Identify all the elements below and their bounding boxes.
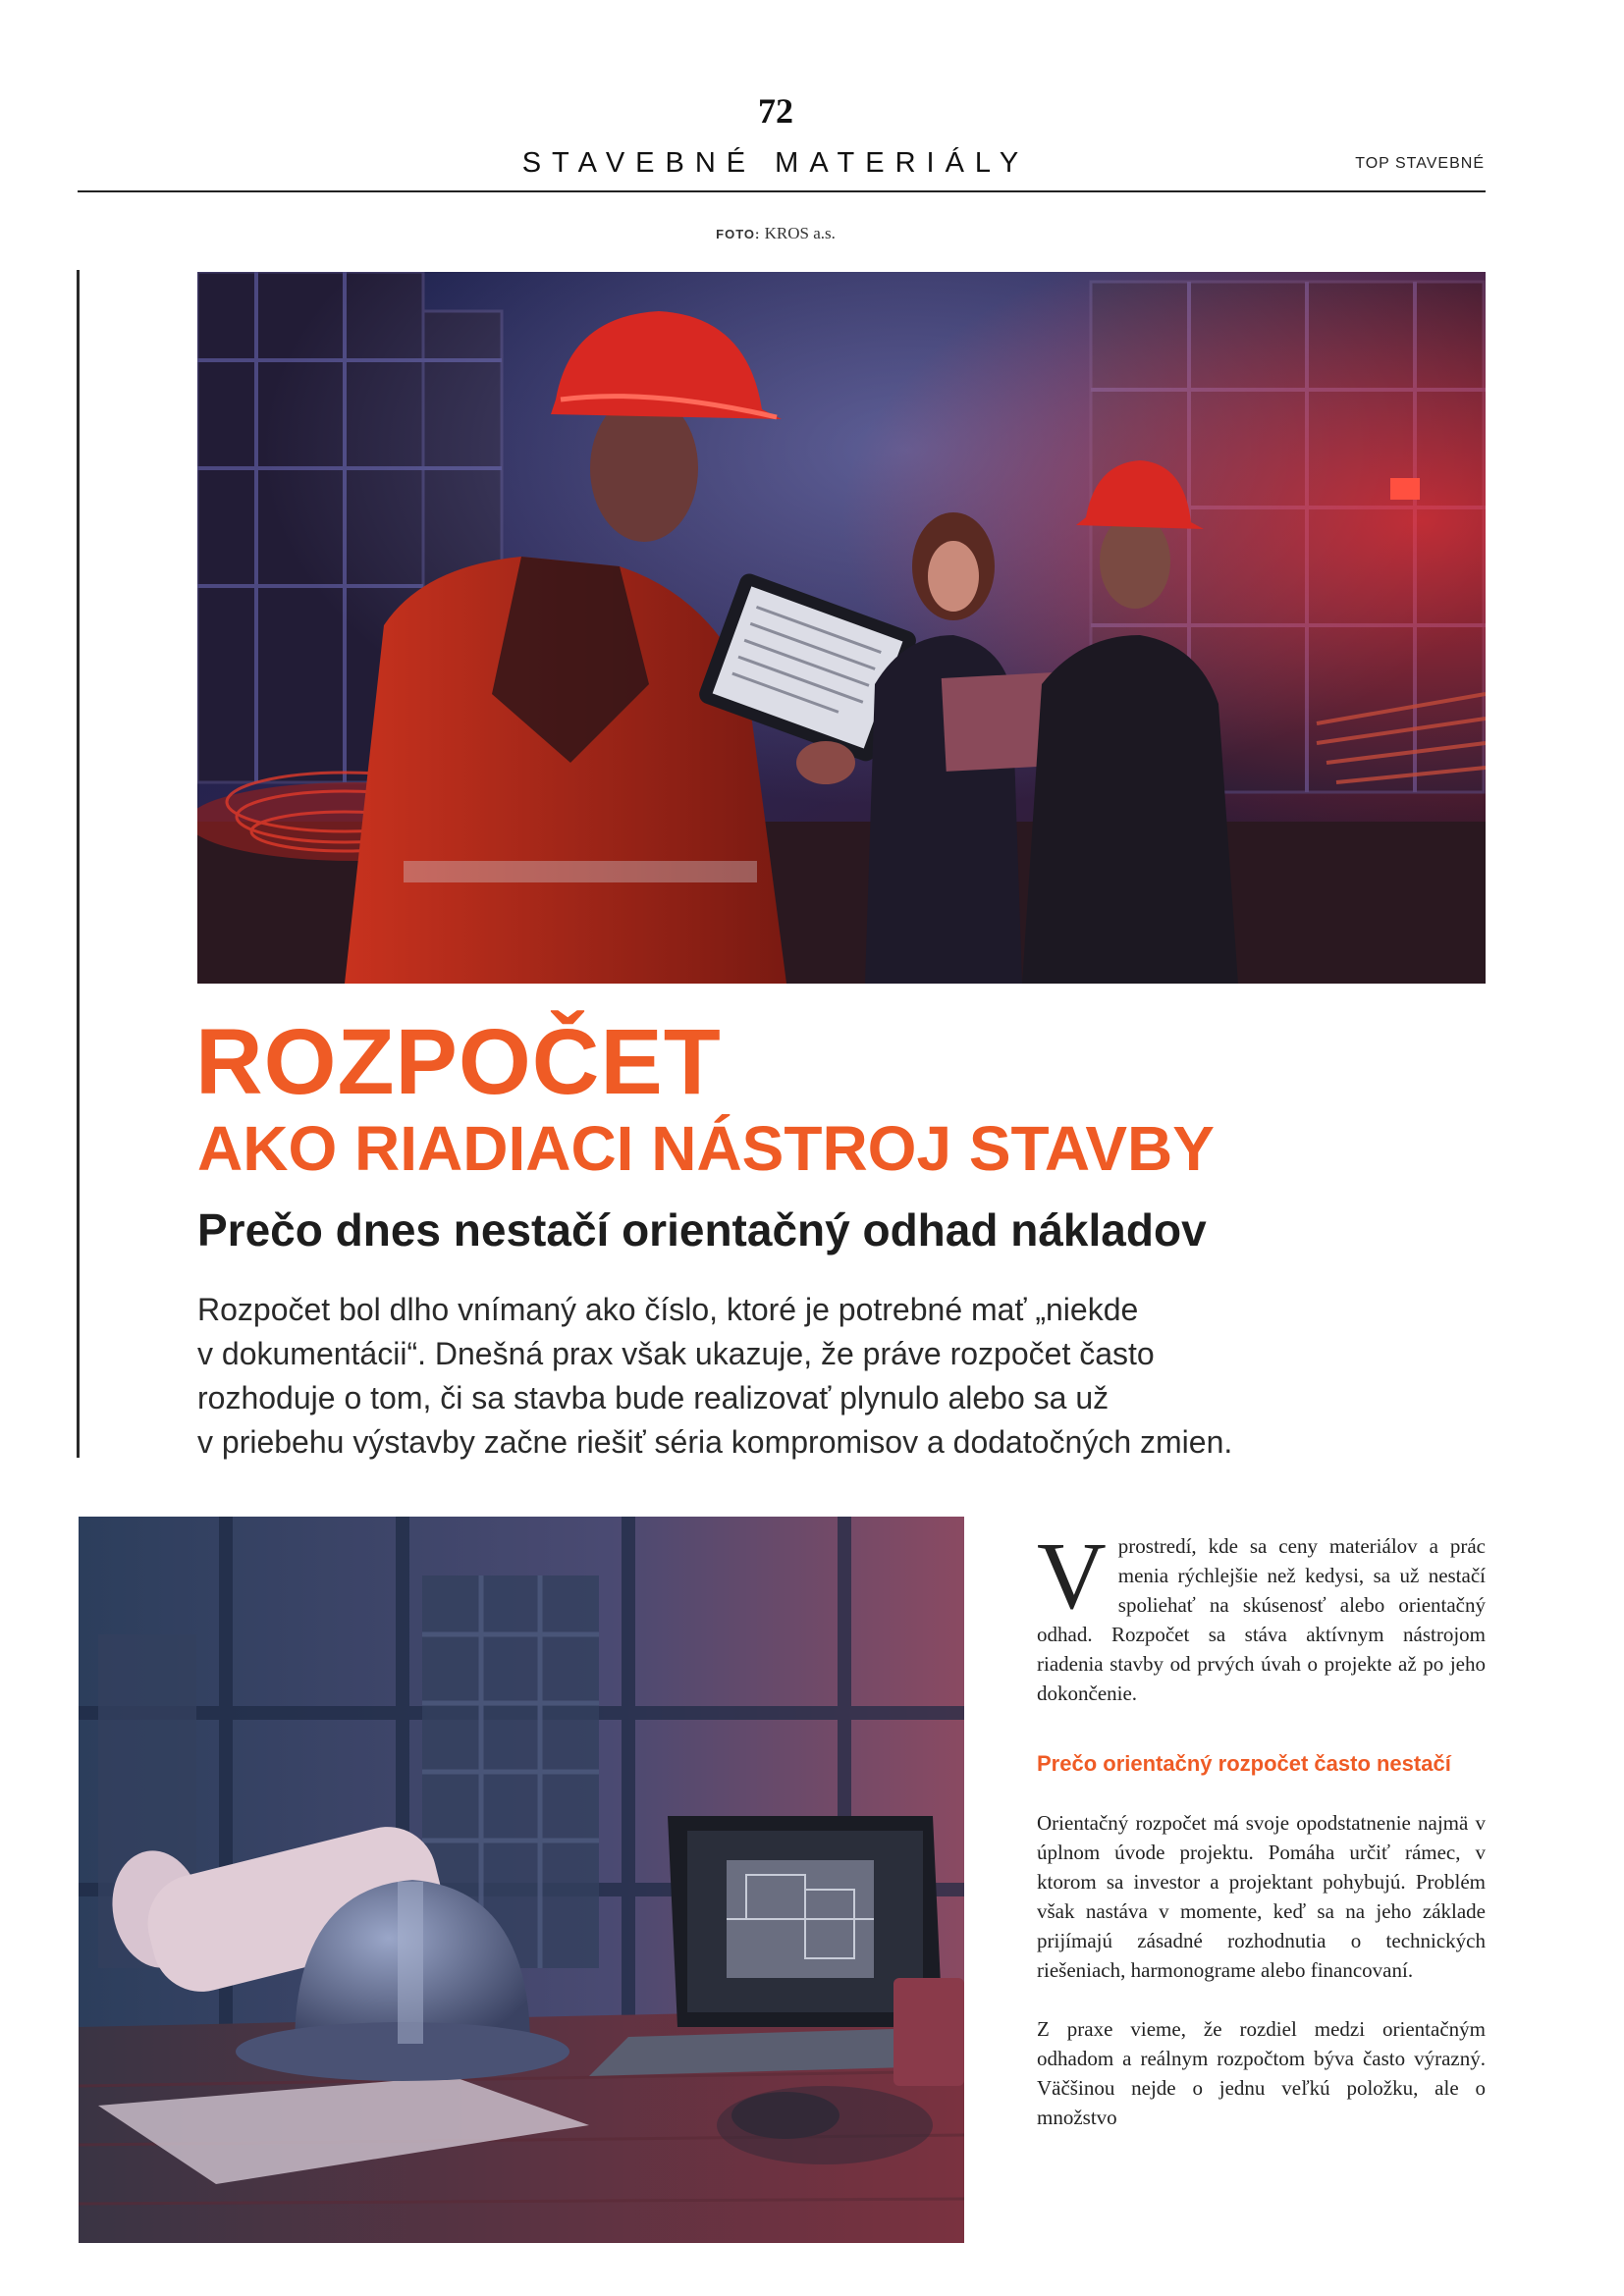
drop-cap: V <box>1037 1523 1107 1629</box>
photo-credit-label: FOTO: <box>716 227 761 241</box>
hero-photo <box>197 272 1486 984</box>
article-lead <box>197 1288 1486 1465</box>
header-tag: TOP STAVEBNÉ <box>1355 155 1485 172</box>
header-divider <box>78 190 1486 192</box>
article-title: ROZPOČET <box>195 1010 722 1114</box>
photo-credit <box>0 224 1551 243</box>
article-deck: Prečo dnes nestačí orientačný odhad nákladov <box>197 1204 1207 1255</box>
section-subhead: Prečo orientačný rozpočet často nestačí <box>1037 1751 1451 1776</box>
side-accent-rule <box>77 270 80 1458</box>
photo-credit-source: KROS a.s. <box>764 224 836 242</box>
page-number: 72 <box>758 91 793 131</box>
body-paragraph: Z praxe vieme, že rozdiel medzi orientačným odhadom a reálnym rozpočtom býva často výrazný. Väčšinou nejde o jednu veľkú položku, ale o množstvo <box>1037 2017 1486 2129</box>
lead-line: v dokumentácii“. Dnešná prax však ukazuje, že práve rozpočet často <box>197 1336 1155 1371</box>
intro-paragraph <box>1037 1523 1486 1708</box>
desk-photo <box>79 1517 964 2243</box>
lead-line: Rozpočet bol dlho vnímaný ako číslo, ktoré je potrebné mať „niekde <box>197 1292 1139 1327</box>
article-subtitle: AKO RIADIACI NÁSTROJ STAVBY <box>197 1113 1215 1184</box>
article-body-column <box>1037 1523 1486 2132</box>
section-title: STAVEBNÉ MATERIÁLY <box>521 147 1030 179</box>
lead-line: v priebehu výstavby začne riešiť séria kompromisov a dodatočných zmien. <box>197 1424 1233 1460</box>
intro-text: prostredí, kde sa ceny materiálov a prác menia rýchlejšie než kedysi, sa už nestačí spoliehať na skúsenosť alebo orientačný odhad. Rozpočet sa stáva aktívnym nástrojom riadenia stavby od prvých úvah o projekte až po jeho dokončenie. <box>1037 1534 1486 1705</box>
body-paragraph: Orientačný rozpočet má svoje opodstatnenie najmä v úplnom úvode projektu. Pomáha určiť rámec, v ktorom sa investor a projektant pohybujú. Problém však nastáva v momente, keď sa na jeho základe prijímajú zásadné rozhodnutia o technických riešeniach, harmonograme alebo financovaní. <box>1037 1811 1486 1982</box>
lead-line: rozhoduje o tom, či sa stavba bude realizovať plynulo alebo sa už <box>197 1380 1110 1415</box>
